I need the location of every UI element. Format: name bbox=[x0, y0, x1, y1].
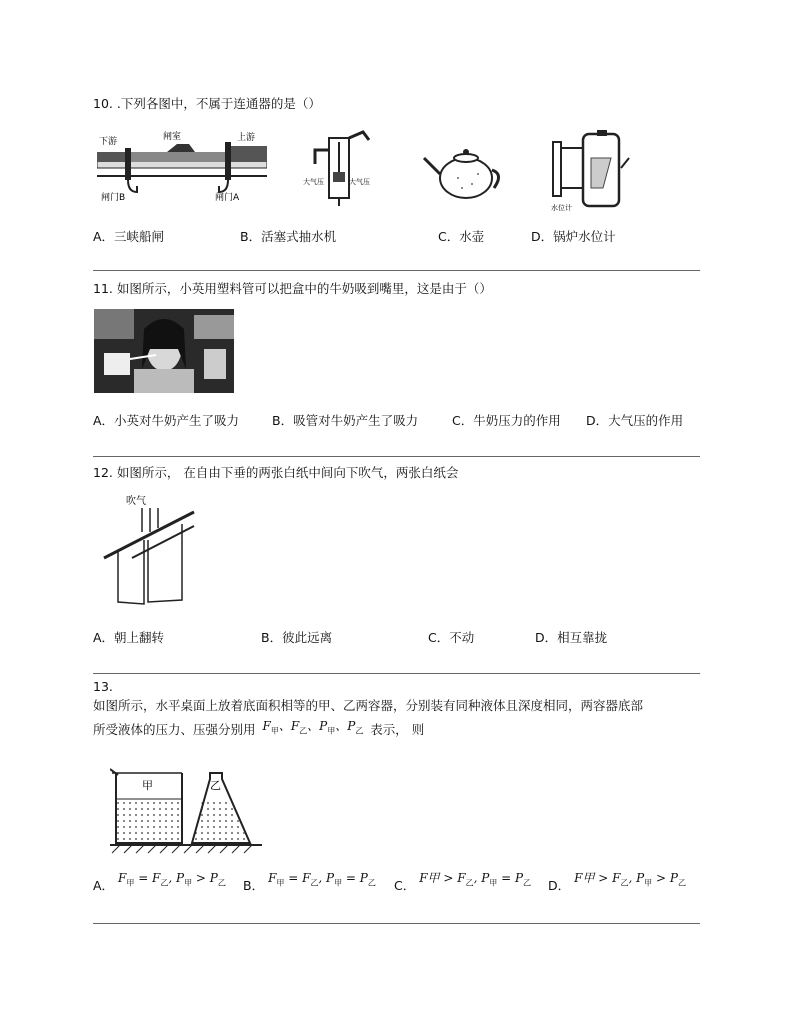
q13-option-c-math: F甲 > $F_乙$, $P_甲 = P_乙$ bbox=[419, 871, 532, 888]
divider-q13 bbox=[93, 923, 700, 924]
q12-option-c[interactable]: C．不动 bbox=[428, 630, 475, 645]
q13-option-c-letter: C． bbox=[394, 878, 416, 893]
ship-lock-figure bbox=[97, 130, 267, 202]
q12-option-d[interactable]: D．相互靠拢 bbox=[535, 630, 608, 645]
q12-title: 12. 如图所示， 在自由下垂的两张白纸中间向下吹气，两张白纸会 bbox=[93, 465, 459, 480]
q11-option-d[interactable]: D．大气压的作用 bbox=[586, 413, 684, 428]
q10-title: 10. .下列各图中，不属于连通器的是（） bbox=[93, 96, 321, 111]
divider-q12 bbox=[93, 673, 700, 674]
downstream-label: 下游 bbox=[99, 137, 118, 147]
q10-option-d[interactable]: D．锅炉水位计 bbox=[531, 229, 616, 244]
level-gauge-label: 水位计 bbox=[551, 204, 572, 212]
q11-option-b[interactable]: B．吸管对牛奶产生了吸力 bbox=[272, 413, 419, 428]
q11-option-c[interactable]: C．牛奶压力的作用 bbox=[452, 413, 561, 428]
atm-label-right: 大气压 bbox=[349, 178, 370, 186]
q13-symbols: $F_甲$、$F_乙$、$P_甲$、$P_乙$ bbox=[262, 719, 364, 736]
q13-option-a-letter: A． bbox=[93, 878, 115, 893]
q10-option-c[interactable]: C．水壶 bbox=[438, 229, 485, 244]
q13-option-a-math: $F_甲 = F_乙$, $P_甲 > P_乙$ bbox=[118, 871, 226, 888]
q11-title: 11. 如图所示，小英用塑料管可以把盒中的牛奶吸到嘴里，这是由于（） bbox=[93, 281, 492, 296]
q12-option-b[interactable]: B．彼此远离 bbox=[261, 630, 333, 645]
girl-drinking-milk-photo bbox=[94, 309, 234, 393]
q13-text-line1: 如图所示，水平桌面上放着底面积相等的甲、乙两容器，分别装有同种液体且深度相同，两容器底部 bbox=[93, 698, 644, 713]
q13-option-a[interactable] bbox=[93, 871, 226, 896]
two-containers-figure bbox=[110, 765, 262, 855]
q13-option-d-math: F甲 > $F_乙$, $P_甲 > P_乙$ bbox=[574, 871, 686, 888]
boiler-gauge-figure bbox=[543, 128, 635, 212]
q10-option-b[interactable]: B．活塞式抽水机 bbox=[240, 229, 337, 244]
atm-label-left: 大气压 bbox=[303, 178, 324, 186]
q13-text-line2 bbox=[93, 720, 424, 740]
divider-q11 bbox=[93, 456, 700, 457]
q12-option-a[interactable]: A．朝上翻转 bbox=[93, 630, 165, 645]
lock-room-label: 闸室 bbox=[163, 132, 182, 142]
teapot-figure bbox=[422, 144, 504, 200]
q13-option-b-math: $F_甲 = F_乙$, $P_甲 = P_乙$ bbox=[268, 871, 376, 888]
divider-q10 bbox=[93, 270, 700, 271]
container-yi-label: 乙 bbox=[210, 779, 221, 792]
q11-option-a[interactable]: A．小英对牛奶产生了吸力 bbox=[93, 413, 240, 428]
gate-b-label: 闸门B bbox=[101, 193, 126, 202]
q13-option-b[interactable] bbox=[243, 871, 376, 896]
q13-number: 13. bbox=[93, 679, 113, 694]
q13-option-b-letter: B． bbox=[243, 878, 265, 893]
blow-air-label: 吹气 bbox=[126, 496, 146, 507]
gate-a-label: 闸门A bbox=[215, 193, 240, 202]
q13-option-d-letter: D． bbox=[548, 878, 571, 893]
piston-pump-figure bbox=[303, 128, 375, 206]
q13-text-line2-end: 表示， 则 bbox=[370, 722, 425, 737]
q13-option-d[interactable] bbox=[548, 871, 686, 896]
upstream-label: 上游 bbox=[237, 133, 256, 143]
container-jia-label: 甲 bbox=[142, 779, 153, 792]
blowing-paper-figure bbox=[98, 492, 198, 610]
q13-option-c[interactable] bbox=[394, 871, 532, 896]
q13-text-line2-start: 所受液体的压力、压强分别用 bbox=[93, 722, 256, 737]
q10-option-a[interactable]: A．三峡船闸 bbox=[93, 229, 165, 244]
